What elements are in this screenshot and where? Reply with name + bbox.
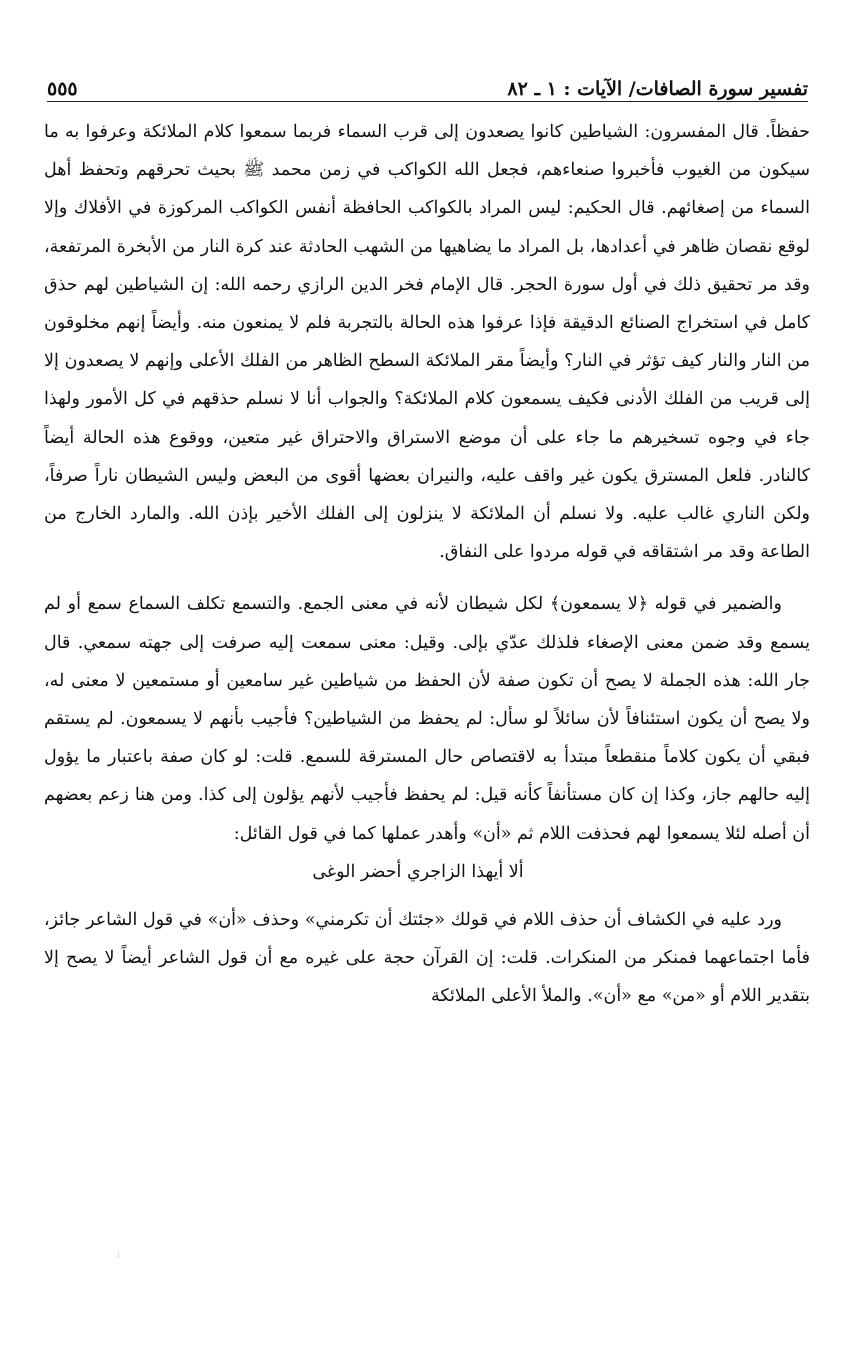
- paragraph-1: حفظاً. قال المفسرون: الشياطين كانوا يصعدون إلى قرب السماء فربما سمعوا كلام الملائكة وعرفوا به ما سيكون من الغيوب فأخبروا صنعاءهم، فجعل الله الكواكب في زمن محمد ﷺ بحيث تحرقهم وتحفظ أهل السماء من إصغائهم. قال الحكيم: ليس المراد بالكواكب الحافظة أنفس الكواكب المركوزة في الأفلاك وإلا لوقع نقصان ظاهر في أعدادها، بل المراد ما يضاهيها من الشهب الحادثة عند كرة النار من الأبخرة المرتفعة، وقد مر تحقيق ذلك في أول سورة الحجر. قال الإمام فخر الدين الرازي رحمه الله: إن الشياطين لهم حذق كامل في استخراج الصنائع الدقيقة فإذا عرفوا هذه الحالة بالتجربة فلم لا يمنعون منه. وأيضاً إنهم مخلوقون من النار والنار كيف تؤثر في النار؟ وأيضاً مقر الملائكة السطح الظاهر من الفلك الأعلى وإنهم لا يصعدون إلا إلى قريب من الفلك الأدنى فكيف يسمعون كلام الملائكة؟ والجواب أنا لا نسلم حذقهم في كل الأمور ولهذا جاء في وجوه تسخيرهم ما جاء على أن موضع الاستراق والاحتراق غير متعين، ووقوع هذه الحالة أيضاً كالنادر. فلعل المسترق يكون غير واقف عليه، والنيران بعضها أقوى من البعض وليس الشيطان ناراً صرفاً، ولكن الناري غالب عليه. ولا نسلم أن الملائكة لا ينزلون إلى الفلك الأخير بإذن الله. والمارد الخارج من الطاعة وقد مر اشتقاقه في قوله مردوا على النفاق.: [44, 122, 810, 563]
- verse-spacer: [44, 891, 810, 901]
- header-divider: [47, 101, 808, 102]
- paragraph-3: ورد عليه في الكشاف أن حذف اللام في قولك «جئتك أن تكرمني» وحذف «أن» في قول الشاعر جائز، فأما اجتماعهما فمنكر من المنكرات. قلت: إن القرآن حجة على غيره مع أن قول الشاعر أيضاً لا يصح إلا بتقدير اللام أو «من» مع «أن». والملأ الأعلى الملائكة: [44, 910, 810, 1007]
- body-text: [44, 113, 810, 1016]
- verse-line: ألا أيهذا الزاجري أحضر الوغى: [312, 861, 524, 882]
- paragraph-spacer: [44, 571, 810, 585]
- page-header: [47, 60, 808, 100]
- running-title: تفسير سورة الصافات/ الآيات : ١ ـ ٨٢: [507, 78, 808, 100]
- paragraph-2: والضمير في قوله ﴿لا يسمعون﴾ لكل شيطان لأنه في معنى الجمع. والتسمع تكلف السماع سمع أو لم يسمع وقد ضمن معنى الإصغاء فلذلك عدّي بإلى. وقيل: معنى سمعت إليه صرفت إلى جهته سمعي. قال جار الله: هذه الجملة لا يصح أن تكون صفة لأن الحفظ من شياطين غير سامعين أو مستمعين لا معنى له، ولا يصح أن يكون استئنافاً لأن سائلاً لو سأل: لم يحفظ من الشياطين؟ فأجيب بأنهم لا يسمعون. لم يستقم فبقي أن يكون كلاماً منقطعاً مبتدأ به لاقتصاص حال المسترقة للسمع. قلت: لو كان صفة باعتبار ما يؤول إليه حالهم جاز، وكذا إن كان مستأنفاً كأنه قيل: لم يحفظ فأجيب لأنهم يؤلون إلى كذا. ومن هنا زعم بعضهم أن أصله لئلا يسمعوا لهم فحذفت اللام ثم «أن» وأهدر عملها كما في قول القائل:: [44, 594, 810, 844]
- page-number: ٥٥٥: [47, 78, 78, 100]
- scan-mark: [118, 1252, 119, 1258]
